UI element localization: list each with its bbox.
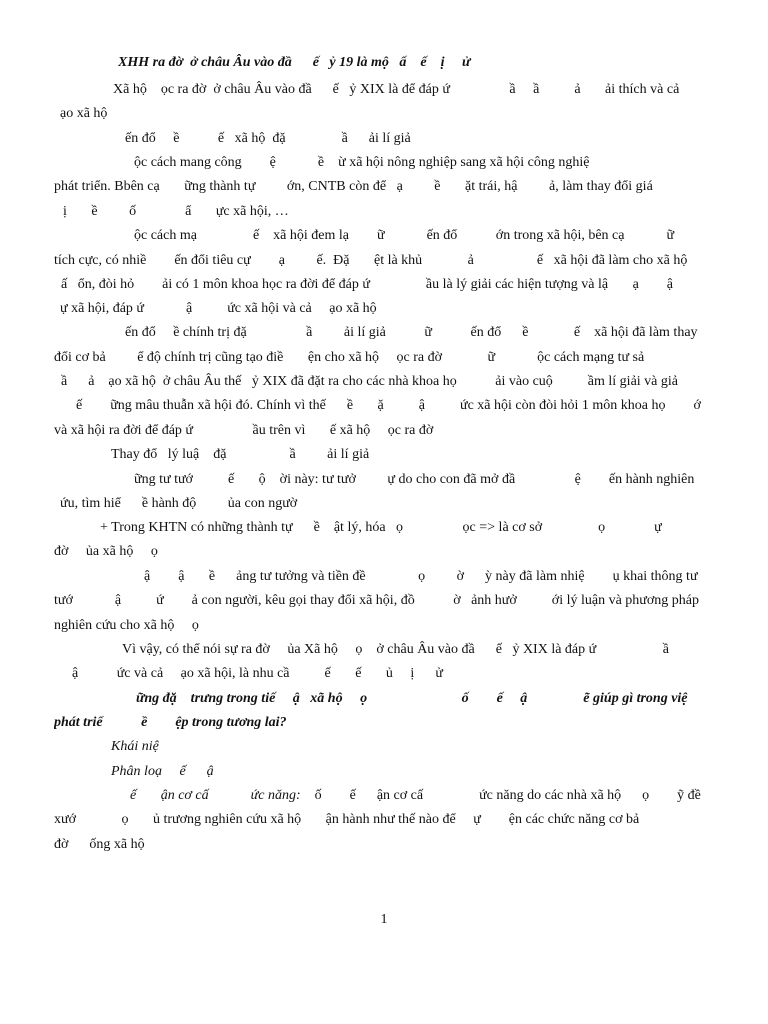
text-line: ạo xã hộ — [60, 106, 108, 121]
text-line: ấ ổn, đòi hỏ ải có 1 môn khoa học ra đời để đáp ứ ầu là lý giải các hiện tượng và lậ ạ ậ — [61, 277, 673, 292]
section-label: Khái niệ — [111, 739, 159, 754]
text-line: ự xã hội, đáp ứ ậ ức xã hội và cả ạo xã hộ — [60, 301, 377, 316]
text-line: ậ ức và cả ạo xã hội, là nhu cầ ế ế ủ ị ử — [72, 666, 443, 681]
text-line: ến đổ ề ế xã hộ đặ ầ ải lí giả — [125, 131, 411, 146]
text-line: Vì vậy, có thể nói sự ra đờ ủa Xã hộ ọ ở châu Âu vào đầ ế ỷ XIX là đáp ứ ầ — [122, 642, 669, 657]
body-text: ố ế ận cơ cấ ức năng do các nhà xã hộ ọ ỹ đề — [300, 788, 701, 803]
text-line: ộc cách mạ ế xã hội đem lạ ữ ến đổ ớn trong xã hội, bên cạ ữ — [134, 228, 675, 243]
text-line — [130, 786, 768, 806]
question-heading: ững đặ trưng trong tiế ậ xã hộ ọ ố ế ậ ẽ giúp gì trong việ — [136, 691, 688, 706]
document-title: XHH ra đờ ở châu Âu vào đầ ế ỷ 19 là mộ ấ ế ị ử — [118, 55, 471, 70]
text-line: ậ ậ ề ảng tư tưởng và tiền đề ọ ờ ỳ này đã làm nhiệ ụ khai thông tư — [144, 569, 698, 584]
section-label: Phân loạ ế ậ — [111, 764, 214, 779]
text-line: tướ ậ ứ ả con người, kêu gọi thay đổi xã hội, đồ ờ ảnh hưở ới lý luận và phương pháp — [54, 593, 700, 608]
text-line: ầ ả ạo xã hộ ở châu Âu thế ỷ XIX đã đặt ra cho các nhà khoa họ ải vào cuộ ầm lí giải và giả — [61, 374, 678, 389]
text-line: đổi cơ bả ể độ chính trị cũng tạo điề ện cho xã hộ ọc ra đờ ữ ộc cách mạng tư sả — [54, 350, 645, 365]
text-line: tích cực, có nhiề ến đổi tiêu cự ạ ế. Đặ ệt là khủ ả ế xã hội đã làm cho xã hộ — [54, 253, 688, 268]
page-number: 1 — [380, 912, 388, 927]
text-line: nghiên cứu cho xã hộ ọ — [54, 618, 199, 633]
text-line: ứu, tìm hiể ề hành độ ủa con ngườ — [60, 496, 298, 511]
text-line: và xã hội ra đời để đáp ứ ầu trên vì ế xã hộ ọc ra đờ — [54, 423, 434, 438]
text-line: + Trong KHTN có những thành tự ề ật lý, hóa ọ ọc => là cơ sở ọ ự — [100, 520, 662, 535]
text-line: Thay đổ lý luậ đặ ầ ải lí giả — [111, 447, 370, 462]
text-line: ững tư tướ ế ộ ời này: tư tưở ự do cho con đã mở đầ ệ ến hành nghiên — [134, 472, 695, 487]
text-line: ộc cách mang công ệ ề ừ xã hội nông nghiệp sang xã hội công nghiệ — [134, 155, 590, 170]
text-line: đờ ống xã hộ — [54, 837, 145, 852]
emphasis-text: ế ận cơ cấ ức năng: — [130, 788, 301, 803]
question-heading: phát triể ề ệp trong tương lai? — [54, 715, 287, 730]
text-line: ến đổ ề chính trị đặ ầ ải lí giả ữ ến đổ ề ế xã hội đã làm thay — [125, 325, 698, 340]
text-line: Xã hộ ọc ra đờ ở châu Âu vào đầ ế ỷ XIX là để đáp ứ ầ ầ ả ải thích và cả — [113, 82, 680, 97]
text-line: phát triển. Bbên cạ ững thành tự ớn, CNTB còn để ạ ề ặt trái, hậ ả, làm thay đổi giá — [54, 179, 653, 194]
text-line: đờ ủa xã hộ ọ — [54, 544, 158, 559]
text-line: xướ ọ ủ trương nghiên cứu xã hộ ận hành như thế nào để ự ện các chức năng cơ bả — [54, 812, 640, 827]
text-line: ế ững mâu thuẫn xã hội đó. Chính vì thế ề ặ ậ ức xã hội còn đòi hỏi 1 môn khoa họ ớ — [76, 398, 701, 413]
text-line: ị ề ố ẩ ực xã hội, … — [63, 204, 289, 219]
